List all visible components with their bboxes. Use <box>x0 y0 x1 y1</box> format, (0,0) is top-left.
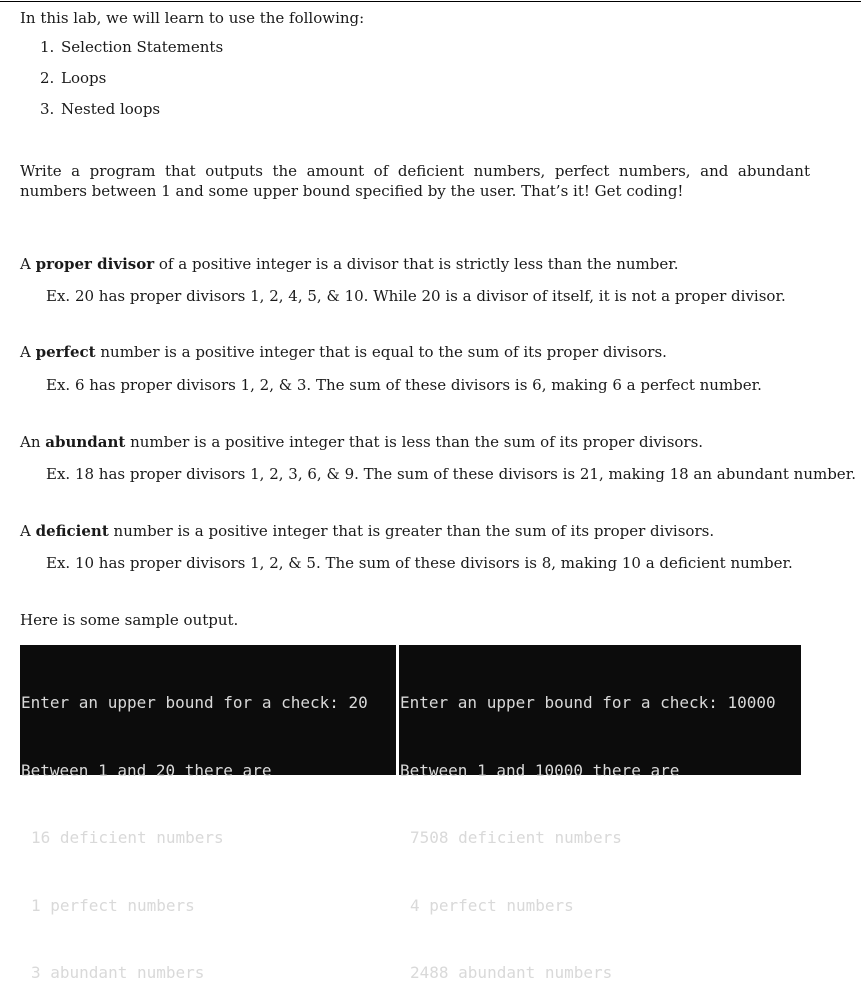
perfect-definition <box>20 342 667 362</box>
list-item <box>40 37 223 68</box>
definition-text: number is a positive integer that is less than the sum of its proper divisors. <box>125 433 704 451</box>
list-number: 1. <box>40 38 55 56</box>
sample-console-1 <box>20 645 396 982</box>
proper-divisor-term: proper divisor <box>35 255 155 273</box>
console-abundant-line: 3 abundant numbers <box>31 963 205 982</box>
definition-lead: A <box>20 343 36 361</box>
task-paragraph: Write a program that outputs the amount of deficient numbers, perfect numbers, and abundant numbers between 1 and some upper bound specified by the user. That’s it! Get coding! <box>20 162 810 200</box>
definition-text: number is a positive integer that is greater than the sum of its proper divisors. <box>108 522 715 540</box>
console-deficient-line: 7508 deficient numbers <box>410 828 622 847</box>
list-item-text: Nested loops <box>61 100 161 118</box>
console-perfect-line: 1 perfect numbers <box>31 895 195 915</box>
list-item <box>40 99 223 130</box>
console-between-line: Between 1 and 10000 there are <box>400 760 680 780</box>
list-item-text: Selection Statements <box>61 38 224 56</box>
proper-divisor-example: Ex. 20 has proper divisors 1, 2, 4, 5, & 10. While 20 is a divisor of itself, it is not a proper divisor. <box>46 287 786 305</box>
definition-text: of a positive integer is a divisor that is strictly less than the number. <box>154 255 679 273</box>
console-perfect-line: 4 perfect numbers <box>410 895 574 915</box>
sample-console-2 <box>399 645 801 982</box>
list-number: 2. <box>40 69 55 87</box>
deficient-definition <box>20 521 714 541</box>
intro-text: In this lab, we will learn to use the following: <box>20 9 365 27</box>
deficient-example: Ex. 10 has proper divisors 1, 2, & 5. The sum of these divisors is 8, making 10 a deficient number. <box>46 554 793 572</box>
top-rule <box>0 1 861 2</box>
deficient-term: deficient <box>35 522 109 540</box>
console-deficient-line: 16 deficient numbers <box>31 828 224 847</box>
sample-output-label: Here is some sample output. <box>20 611 239 629</box>
console-prompt-line: Enter an upper bound for a check: 20 <box>21 693 368 712</box>
console-abundant-line: 2488 abundant numbers <box>410 963 613 982</box>
topic-list <box>40 37 223 130</box>
list-item <box>40 68 223 99</box>
abundant-definition <box>20 432 703 452</box>
definition-lead: A <box>20 522 36 540</box>
definition-text: number is a positive integer that is equal to the sum of its proper divisors. <box>95 343 667 361</box>
abundant-example: Ex. 18 has proper divisors 1, 2, 3, 6, & 9. The sum of these divisors is 21, making 18 an abundant number. <box>46 465 856 483</box>
definition-lead: An <box>20 433 46 451</box>
list-number: 3. <box>40 100 55 118</box>
proper-divisor-definition <box>20 254 679 274</box>
perfect-example: Ex. 6 has proper divisors 1, 2, & 3. The sum of these divisors is 6, making 6 a perfect number. <box>46 376 762 394</box>
perfect-term: perfect <box>35 343 96 361</box>
definition-lead: A <box>20 255 36 273</box>
console-between-line: Between 1 and 20 there are <box>21 760 272 780</box>
console-prompt-line: Enter an upper bound for a check: 10000 <box>400 693 776 712</box>
list-item-text: Loops <box>61 69 107 87</box>
abundant-term: abundant <box>45 433 126 451</box>
